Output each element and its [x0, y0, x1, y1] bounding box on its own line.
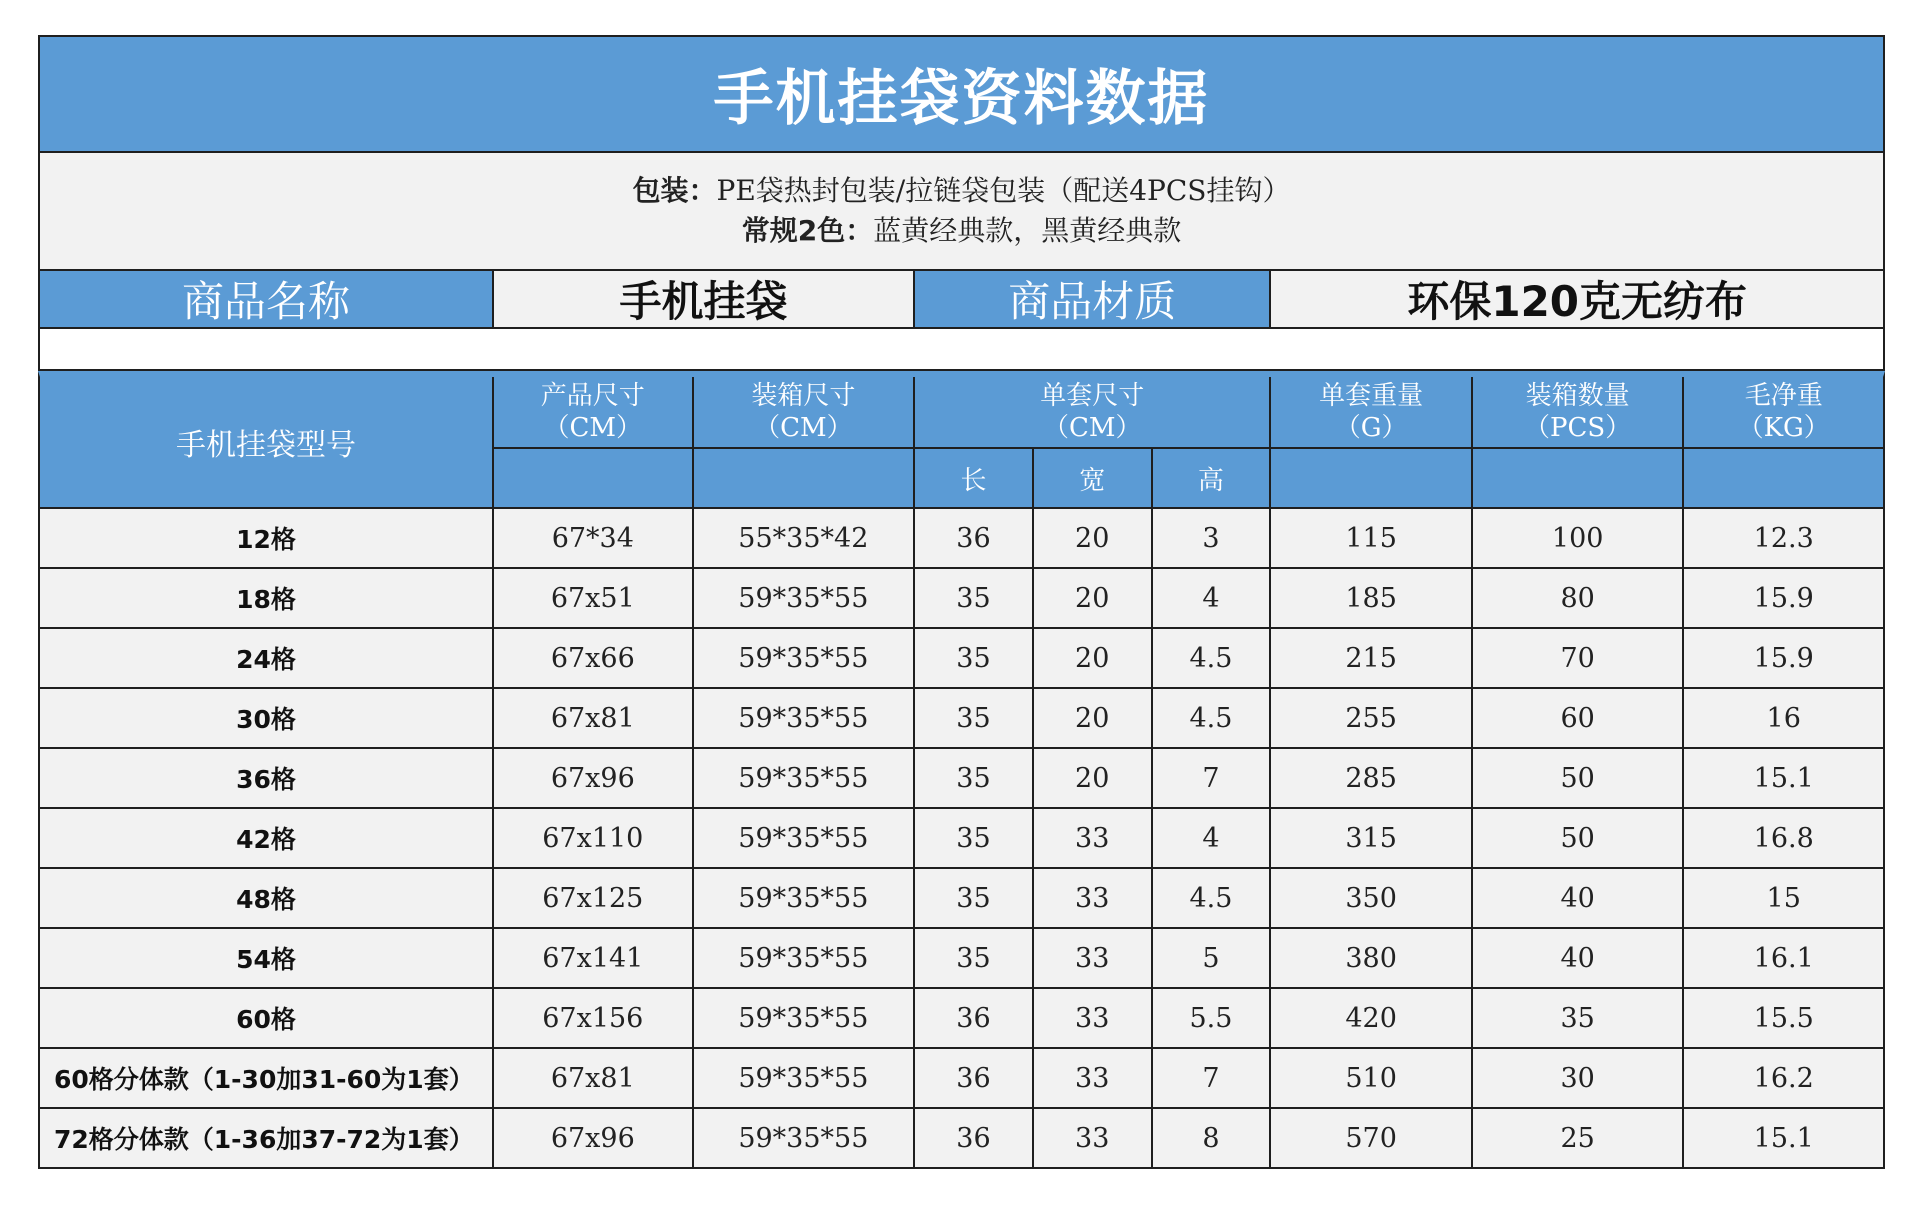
cell-length: 35: [915, 569, 1034, 627]
cell-height: 3: [1153, 509, 1272, 567]
cell-model: 24格: [40, 629, 494, 687]
cell-length: 35: [915, 689, 1034, 747]
header-box-qty: [1473, 377, 1685, 507]
cell-gross-weight: 16: [1766, 702, 1801, 734]
cell-length: 36: [915, 1049, 1034, 1107]
packing-value: PE袋热封包装/拉链袋包装（配送4PCS挂钩）: [716, 174, 1291, 207]
cell-width: 20: [1034, 749, 1153, 807]
cell-height: 5: [1153, 929, 1272, 987]
title-bar: [38, 35, 1885, 153]
cell-weight: 255: [1271, 689, 1473, 747]
table-row: [38, 1049, 1885, 1109]
header-set-size-label: 单套尺寸: [1040, 381, 1145, 411]
header-box-size-unit: （CM）: [754, 413, 853, 443]
cell-length: 36: [915, 989, 1034, 1047]
colors-label: 常规2色：: [741, 214, 874, 247]
header-set-weight-label: 单套重量: [1319, 381, 1424, 411]
header-product-size-blank: [494, 447, 692, 507]
colors-line: [742, 211, 1182, 251]
product-row: [38, 271, 1885, 329]
info-section: [38, 153, 1885, 271]
cell-model: 30格: [40, 689, 494, 747]
table-row: [38, 569, 1885, 629]
cell-weight: 420: [1271, 989, 1473, 1047]
header-box-qty-blank: [1473, 447, 1683, 507]
colors-value: 蓝黄经典款，黑黄经典款: [873, 214, 1182, 247]
header-product-size-unit: （CM）: [543, 413, 643, 443]
cell-box-size: 55*35*42: [694, 509, 916, 567]
cell-model: 72格分体款（1-36加37-72为1套）: [40, 1109, 494, 1167]
table-row: [38, 1109, 1885, 1169]
cell-qty: 25: [1473, 1109, 1685, 1167]
cell-weight: 115: [1271, 509, 1473, 567]
cell-qty: 80: [1473, 569, 1685, 627]
header-model: [40, 377, 494, 507]
header-set-size: [915, 377, 1271, 507]
cell-box-size: 59*35*55: [694, 989, 916, 1047]
packing-label: 包装：: [632, 174, 717, 207]
cell-weight: 185: [1271, 569, 1473, 627]
cell-weight: 570: [1271, 1109, 1473, 1167]
cell-weight: 380: [1271, 929, 1473, 987]
cell-product-size: 67x81: [494, 689, 694, 747]
cell-qty: 50: [1473, 749, 1685, 807]
cell-height: 7: [1153, 749, 1272, 807]
cell-box-size: 59*35*55: [694, 689, 916, 747]
cell-model: 48格: [40, 869, 494, 927]
cell-model: 36格: [40, 749, 494, 807]
cell-box-size: 59*35*55: [694, 1049, 916, 1107]
cell-box-size: 59*35*55: [694, 629, 916, 687]
cell-gross-weight: 15.9: [1753, 642, 1814, 674]
header-box-size-blank: [694, 447, 914, 507]
header-set-weight-blank: [1271, 447, 1471, 507]
table-row: [38, 869, 1885, 929]
cell-product-size: 67*34: [494, 509, 694, 567]
cell-gross-weight: 16.2: [1753, 1062, 1814, 1094]
cell-length: 35: [915, 629, 1034, 687]
cell-box-size: 59*35*55: [694, 1109, 916, 1167]
cell-width: 33: [1034, 809, 1153, 867]
cell-gross-weight: 15.9: [1753, 582, 1814, 614]
info-block: [40, 153, 1883, 269]
cell-product-size: 67x96: [494, 749, 694, 807]
cell-length: 35: [915, 809, 1034, 867]
cell-length: 35: [915, 749, 1034, 807]
cell-qty: 70: [1473, 629, 1685, 687]
cell-width: 20: [1034, 569, 1153, 627]
cell-model: 42格: [40, 809, 494, 867]
cell-qty: 50: [1473, 809, 1685, 867]
product-name-value: 手机挂袋: [494, 271, 915, 327]
header-box-size-label: 装箱尺寸: [751, 381, 856, 411]
header-gross-weight-unit: （KG）: [1737, 413, 1830, 443]
cell-height: 4.5: [1153, 629, 1272, 687]
cell-width: 20: [1034, 509, 1153, 567]
cell-height: 8: [1153, 1109, 1272, 1167]
table-header: [38, 371, 1885, 509]
spacer-row: [38, 329, 1885, 371]
cell-product-size: 67x81: [494, 1049, 694, 1107]
cell-height: 4.5: [1153, 689, 1272, 747]
cell-gross-weight: 15.1: [1753, 762, 1814, 794]
cell-width: 20: [1034, 689, 1153, 747]
cell-gross-weight: 16.8: [1753, 822, 1814, 854]
header-gross-weight: [1684, 377, 1883, 507]
table-row: [38, 749, 1885, 809]
cell-gross-weight: 12.3: [1753, 522, 1814, 554]
cell-product-size: 67x110: [494, 809, 694, 867]
cell-model: 60格分体款（1-30加31-60为1套）: [40, 1049, 494, 1107]
cell-model: 60格: [40, 989, 494, 1047]
cell-weight: 285: [1271, 749, 1473, 807]
spec-sheet: [38, 35, 1885, 1169]
cell-height: 5.5: [1153, 989, 1272, 1047]
table-row: [38, 509, 1885, 569]
cell-height: 4: [1153, 809, 1272, 867]
cell-weight: 350: [1271, 869, 1473, 927]
cell-product-size: 67x51: [494, 569, 694, 627]
cell-gross-weight: 15: [1766, 882, 1801, 914]
header-box-qty-label: 装箱数量: [1525, 381, 1630, 411]
header-set-weight: [1271, 377, 1473, 507]
cell-length: 35: [915, 869, 1034, 927]
cell-qty: 35: [1473, 989, 1685, 1047]
sheet-title: 手机挂袋资料数据: [713, 64, 1210, 134]
cell-width: 33: [1034, 1049, 1153, 1107]
cell-length: 36: [915, 1109, 1034, 1167]
cell-product-size: 67x141: [494, 929, 694, 987]
cell-model: 12格: [40, 509, 494, 567]
cell-width: 33: [1034, 929, 1153, 987]
header-gross-weight-label: 毛净重: [1744, 381, 1823, 411]
product-name-label: 商品名称: [40, 271, 494, 327]
header-product-size: [494, 377, 694, 507]
table-row: [38, 989, 1885, 1049]
cell-box-size: 59*35*55: [694, 749, 916, 807]
header-model-label: 手机挂袋型号: [176, 428, 356, 463]
cell-gross-weight: 15.5: [1753, 1002, 1814, 1034]
cell-width: 20: [1034, 629, 1153, 687]
cell-height: 4: [1153, 569, 1272, 627]
table-row: [38, 929, 1885, 989]
packing-line: [633, 171, 1291, 211]
cell-gross-weight: 15.1: [1753, 1122, 1814, 1154]
cell-height: 4.5: [1153, 869, 1272, 927]
cell-product-size: 67x66: [494, 629, 694, 687]
header-set-width: 宽: [1034, 449, 1153, 507]
table-row: [38, 689, 1885, 749]
cell-qty: 100: [1473, 509, 1685, 567]
cell-height: 7: [1153, 1049, 1272, 1107]
cell-width: 33: [1034, 989, 1153, 1047]
cell-model: 18格: [40, 569, 494, 627]
header-box-qty-unit: （PCS）: [1524, 413, 1632, 443]
cell-box-size: 59*35*55: [694, 869, 916, 927]
cell-model: 54格: [40, 929, 494, 987]
cell-qty: 40: [1473, 869, 1685, 927]
header-set-size-unit: （CM）: [1042, 413, 1142, 443]
cell-gross-weight: 16.1: [1753, 942, 1814, 974]
table-row: [38, 629, 1885, 689]
cell-weight: 510: [1271, 1049, 1473, 1107]
cell-qty: 60: [1473, 689, 1685, 747]
header-gross-weight-blank: [1684, 447, 1883, 507]
product-material-value: 环保120克无纺布: [1271, 271, 1883, 327]
cell-qty: 30: [1473, 1049, 1685, 1107]
cell-qty: 40: [1473, 929, 1685, 987]
header-set-weight-unit: （G）: [1334, 413, 1408, 443]
table-row: [38, 809, 1885, 869]
cell-width: 33: [1034, 869, 1153, 927]
cell-length: 36: [915, 509, 1034, 567]
cell-width: 33: [1034, 1109, 1153, 1167]
cell-product-size: 67x125: [494, 869, 694, 927]
cell-box-size: 59*35*55: [694, 809, 916, 867]
cell-weight: 315: [1271, 809, 1473, 867]
cell-length: 35: [915, 929, 1034, 987]
header-set-length: 长: [915, 449, 1034, 507]
header-set-height: 高: [1197, 465, 1224, 496]
cell-product-size: 67x156: [494, 989, 694, 1047]
cell-box-size: 59*35*55: [694, 569, 916, 627]
cell-product-size: 67x96: [494, 1109, 694, 1167]
header-product-size-label: 产品尺寸: [540, 381, 645, 411]
cell-weight: 215: [1271, 629, 1473, 687]
header-box-size: [694, 377, 916, 507]
product-material-label: 商品材质: [915, 271, 1271, 327]
cell-box-size: 59*35*55: [694, 929, 916, 987]
